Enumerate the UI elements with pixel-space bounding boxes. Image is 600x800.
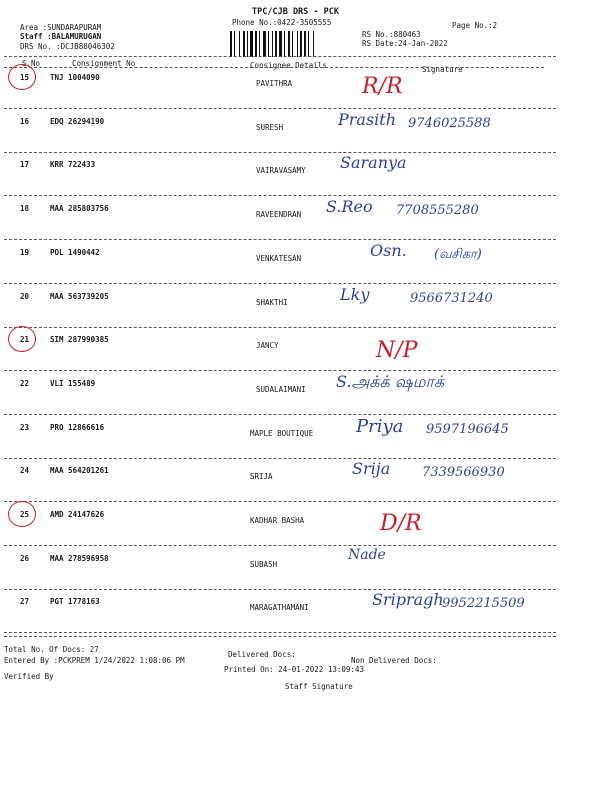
sheet-title: TPC/CJB DRS - PCK [252, 7, 339, 17]
barcode-bar [230, 31, 232, 57]
handwritten-phone: 9597196645 [426, 422, 509, 437]
barcode-bar [288, 31, 290, 57]
barcode-bar [263, 31, 266, 57]
row-divider [4, 632, 556, 633]
consignment-number: EDQ 26294190 [50, 117, 105, 126]
consignee-name: SURESH [256, 123, 284, 132]
table-row [0, 197, 600, 243]
consignment-number: MAA 278596958 [50, 554, 109, 563]
handwritten-signature: N/P [376, 338, 418, 363]
consignment-number: PRO 12866616 [50, 423, 105, 432]
row-divider [4, 195, 556, 196]
row-divider [4, 152, 556, 153]
table-row [0, 153, 600, 199]
row-divider [4, 414, 556, 415]
handwritten-signature: S.அக்க் ஷமாக் [336, 372, 445, 391]
row-divider [4, 370, 556, 371]
handwritten-phone: 9952215509 [442, 596, 525, 611]
handwritten-signature: Priya [356, 416, 404, 437]
printed-on: Printed On: 24-01-2022 13:09:43 [224, 665, 364, 674]
entered-by: Entered By :PCKPREM 1/24/2022 1:08:06 PM [4, 656, 185, 665]
red-circle-mark [8, 326, 36, 352]
footer-divider [4, 636, 556, 637]
handwritten-signature: Lky [340, 285, 370, 304]
table-row [0, 459, 600, 505]
red-circle-mark [8, 64, 36, 90]
barcode-bar [239, 31, 240, 57]
table-row [0, 590, 600, 636]
consignee-name: PAVITHRA [256, 79, 293, 88]
row-divider [4, 239, 556, 240]
handwritten-signature: Osn. [370, 241, 407, 260]
consignee-name: JANCY [256, 341, 279, 350]
consignee-name: SUDALAIMANI [256, 385, 306, 394]
consignment-number: VLI 155489 [50, 379, 96, 388]
barcode-bar [255, 31, 257, 57]
table-row [0, 285, 600, 331]
row-sno: 21 [20, 335, 30, 344]
staff: Staff :BALAMURUGAN [20, 32, 102, 41]
handwritten-phone: 7708555280 [396, 203, 479, 218]
barcode-bar [243, 31, 245, 57]
handwritten-phone: 9566731240 [410, 291, 493, 306]
handwritten-signature: Saranya [340, 153, 407, 172]
consignee-name: VENKATESAN [256, 254, 302, 263]
handwritten-phone: 7339566930 [422, 465, 505, 480]
handwritten-phone: (வசிகா) [434, 247, 482, 262]
barcode-bar [308, 31, 309, 57]
handwritten-signature: Sripragh [372, 590, 444, 609]
col-signature: Signature [422, 65, 463, 74]
table-row [0, 509, 600, 549]
barcode-bar [268, 31, 269, 57]
row-divider [4, 327, 556, 328]
consignee-name: SHAKTHI [256, 298, 288, 307]
barcode-bar [247, 31, 248, 57]
red-circle-mark [8, 501, 36, 527]
row-sno: 27 [20, 597, 30, 606]
area: Area :SUNDARAPURAM [20, 23, 102, 32]
row-sno: 22 [20, 379, 30, 388]
consignee-name: RAVEENDRAN [256, 210, 302, 219]
consignment-number: AMD 24147626 [50, 510, 105, 519]
table-row [0, 110, 600, 156]
table-row [0, 547, 600, 593]
rs-date: RS Date:24-Jan-2022 [362, 39, 448, 48]
consignee-name: KADHAR BASHA [250, 516, 305, 525]
row-divider [4, 501, 556, 502]
handwritten-signature: S.Reo [326, 197, 373, 216]
page-number: Page No.:2 [452, 21, 498, 30]
handwritten-signature: Nade [348, 547, 386, 563]
consignee-name: SRIJA [250, 472, 273, 481]
verified-by: Verified By [4, 672, 54, 681]
row-sno: 16 [20, 117, 30, 126]
barcode-bar [234, 31, 235, 57]
consignment-number: PGT 1778163 [50, 597, 100, 606]
phone-number: Phone No.:0422-3505555 [232, 18, 332, 27]
barcode-bar [300, 31, 302, 57]
row-divider [4, 589, 556, 590]
barcode-bar [284, 31, 285, 57]
barcode-bar [313, 31, 314, 57]
barcode-bar [275, 31, 277, 57]
row-divider [4, 545, 556, 546]
row-divider [4, 458, 556, 459]
consignment-number: KRR 722433 [50, 160, 96, 169]
consignment-number: MAA 285803756 [50, 204, 109, 213]
consignment-number: MAA 563739205 [50, 292, 109, 301]
table-row [0, 241, 600, 287]
staff-signature: Staff Signature [285, 682, 353, 691]
consignee-name: SUBASH [250, 560, 278, 569]
header-divider [4, 56, 556, 57]
total-docs: Total No. Of Docs: 27 [4, 645, 99, 654]
row-divider [4, 108, 556, 109]
row-sno: 18 [20, 204, 30, 213]
consignment-number: SIM 287990385 [50, 335, 109, 344]
table-row [0, 72, 600, 112]
row-sno: 23 [20, 423, 30, 432]
col-consignment: Consignment No [72, 59, 136, 68]
handwritten-phone: 9746025588 [408, 116, 491, 131]
handwritten-signature: R/R [362, 74, 403, 99]
consignee-name: VAIRAVASAMY [256, 166, 306, 175]
consignee-name: MAPLE BOUTIQUE [250, 429, 314, 438]
barcode-bar [272, 31, 273, 57]
delivered-docs: Delivered Docs: [228, 650, 296, 659]
row-sno: 26 [20, 554, 30, 563]
row-sno: 17 [20, 160, 30, 169]
row-sno: 15 [20, 73, 30, 82]
consignment-number: MAA 564201261 [50, 466, 109, 475]
rs-number: RS No.:880463 [362, 30, 421, 39]
column-divider [4, 67, 544, 68]
table-row [0, 416, 600, 462]
barcode-bar [292, 31, 293, 57]
non-delivered-docs: Non Delivered Docs: [351, 656, 437, 665]
col-consignee: Consignee Details [250, 61, 327, 70]
consignment-number: POL 1490442 [50, 248, 100, 257]
barcode-bar [250, 31, 253, 57]
row-sno: 20 [20, 292, 30, 301]
handwritten-signature: Prasith [338, 110, 397, 129]
row-divider [4, 283, 556, 284]
barcode-bar [259, 31, 260, 57]
table-row [0, 372, 600, 418]
barcode-bar [279, 31, 282, 57]
barcode [230, 31, 355, 57]
row-sno: 19 [20, 248, 30, 257]
row-sno: 25 [20, 510, 30, 519]
barcode-bar [304, 31, 306, 57]
barcode-bar [297, 31, 298, 57]
col-sno: S.No [22, 59, 41, 68]
handwritten-signature: Srija [352, 459, 391, 478]
row-sno: 24 [20, 466, 30, 475]
consignee-name: MARAGATHAMANI [250, 603, 309, 612]
consignment-number: TNJ 1004090 [50, 73, 100, 82]
drs-number: DRS No. :DCJB88046302 [20, 42, 115, 51]
table-row [0, 334, 600, 374]
handwritten-signature: D/R [380, 511, 422, 536]
